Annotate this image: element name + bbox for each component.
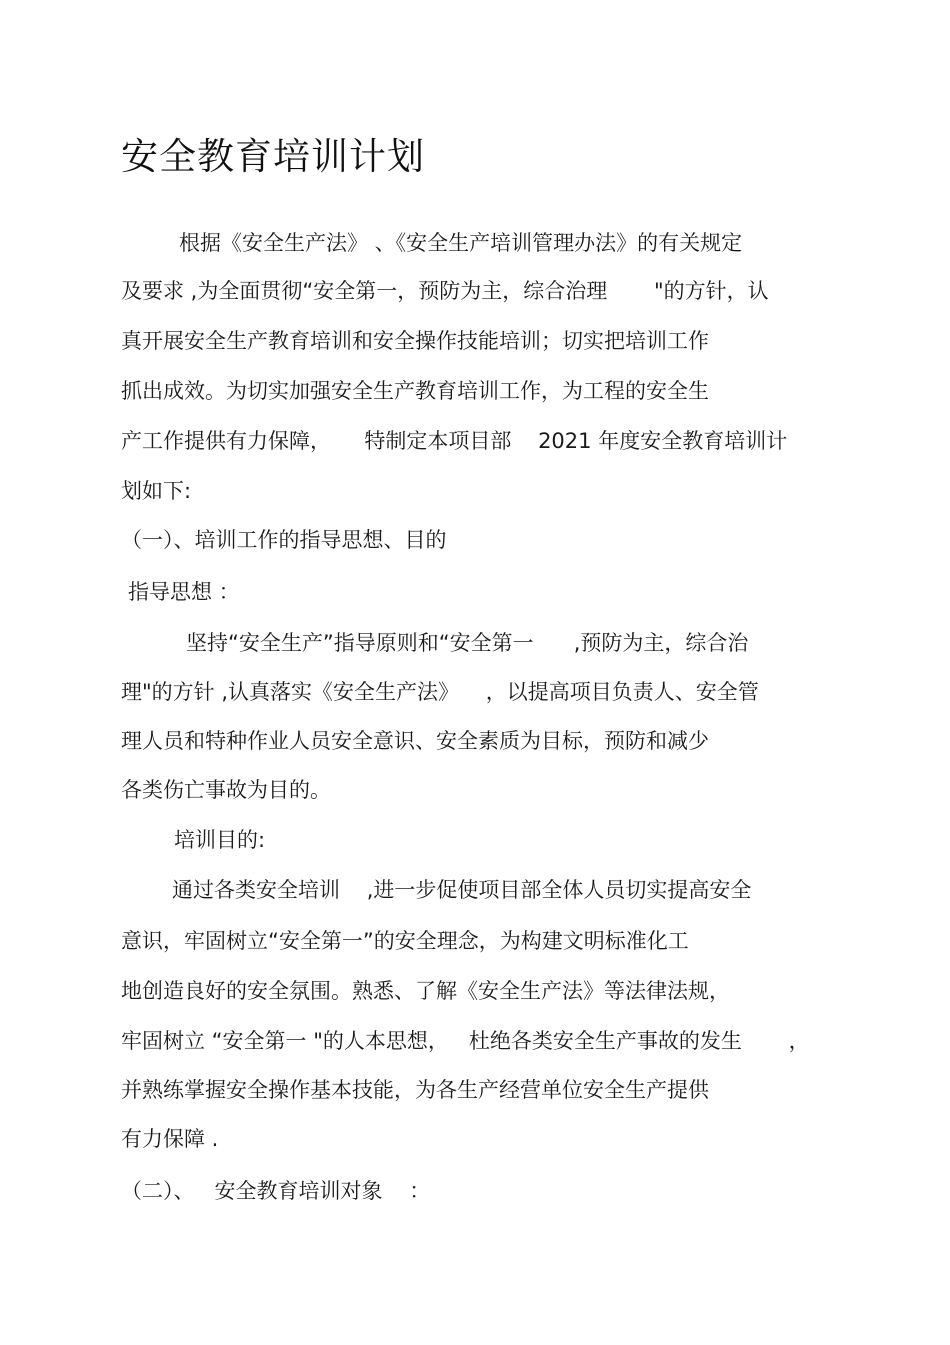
- paragraph-line-12: 意识，牢固树立“安全第一”的安全理念，为构建文明标准化工: [121, 929, 689, 953]
- paragraph-line-1: 根据《安全生产法》 、《安全生产培训管理办法》的有关规定: [179, 231, 743, 255]
- paragraph-line-8: 理"的方针 ,认真落实《安全生产法》 ，以提高项目负责人、安全管: [121, 680, 759, 704]
- paragraph-line-3: 真开展安全生产教育培训和安全操作技能培训；切实把培训工作: [121, 329, 709, 353]
- paragraph-line-15: 并熟练掌握安全操作基本技能，为各生产经营单位安全生产提供: [121, 1078, 709, 1102]
- subheading-training-purpose: 培训目的:: [174, 828, 266, 852]
- paragraph-line-16: 有力保障 .: [121, 1127, 219, 1151]
- paragraph-line-10: 各类伤亡事故为目的。: [121, 778, 331, 802]
- paragraph-line-13: 地创造良好的安全氛围。熟悉、了解《安全生产法》等法律法规，: [121, 979, 730, 1003]
- paragraph-line-9: 理人员和特种作业人员安全意识、安全素质为目标，预防和减少: [121, 729, 709, 753]
- section-heading-2: （二）、 安全教育培训对象 ：: [121, 1179, 431, 1203]
- subheading-guiding-thought: 指导思想 ：: [128, 580, 240, 604]
- document-title: 安全教育培训计划: [121, 135, 425, 178]
- paragraph-line-14: 牢固树立 “安全第一 "的人本思想， 杜绝各类安全生产事故的发生 ，: [121, 1029, 810, 1053]
- paragraph-line-4: 抓出成效。为切实加强安全生产教育培训工作，为工程的安全生: [121, 379, 709, 403]
- paragraph-line-11: 通过各类安全培训 ,进一步促使项目部全体人员切实提高安全: [172, 878, 752, 902]
- paragraph-line-5: 产工作提供有力保障， 特制定本项目部 2021 年度安全教育培训计: [121, 429, 788, 453]
- paragraph-line-7: 坚持“安全生产”指导原则和“安全第一 ,预防为主，综合治: [186, 631, 749, 655]
- section-heading-1: （一）、培训工作的指导思想、目的: [121, 528, 447, 552]
- paragraph-line-2: 及要求 ,为全面贯彻“安全第一，预防为主，综合治理 "的方针，认: [121, 279, 769, 303]
- paragraph-line-6: 划如下:: [121, 479, 192, 503]
